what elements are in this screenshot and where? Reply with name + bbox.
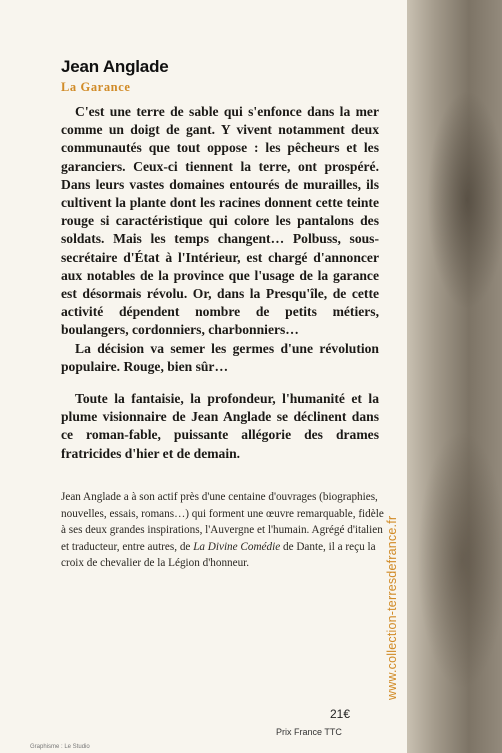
website-url: www.collection-terresdefrance.fr [385, 515, 399, 700]
photo-texture [417, 430, 502, 690]
book-title: La Garance [61, 80, 131, 94]
price: 21€ [330, 707, 351, 721]
bio-text-end: de Dante, il a reçu la croix de chevalier de la Légion d'honneur. [61, 540, 376, 569]
blurb-paragraph-1: C'est une terre de sable qui s'enfonce dans la mer comme un doigt de gant. Y vivent notamment deux communautés que tout oppose : les pêcheurs et les garanciers. Ceux-ci tiennent la terre, ont prospéré. Dans leurs vastes domaines entourés de murailles, ils cultivent la plante dont les racines donnent cette teinte rouge si caractéristique qui colore les pantalons des soldats. Mais les temps changent… Polbuss, sous-secrétaire d'État à l'Intérieur, est chargé d'annoncer aux notables de la province que l'usage de la garance est désormais révolu. Or, dans la Presqu'île, de cette activité dépendent nombre de petits métiers, boulangers, cordonniers, charbonniers… [61, 104, 379, 338]
cover-photo-edge [407, 0, 502, 753]
imprint: Graphisme : Le Studio [30, 744, 90, 750]
photo-texture [427, 90, 502, 310]
author-name: Jean Anglade [61, 57, 169, 76]
author-bio [61, 489, 389, 572]
price-label: Prix France TTC [276, 727, 342, 737]
blurb [61, 103, 379, 463]
bio-text-start: Jean Anglade a à son actif près d'une centaine d'ouvrages (biographies, nouvelles, essais, romans…) qui forment une œuvre remarquable, fidèle à ses deux grandes inspirations, l'Auvergne et l'humain. Agrégé d'italien et traducteur, entre autres, de [61, 491, 384, 553]
author-bio-text [61, 489, 389, 572]
blurb-paragraph-2: La décision va semer les germes d'une révolution populaire. Rouge, bien sûr… [61, 340, 379, 374]
bio-book-title: La Divine Comédie [193, 540, 281, 553]
blurb-paragraph-3: Toute la fantaisie, la profondeur, l'humanité et la plume visionnaire de Jean Anglade se déclinent dans ce roman-fable, puissante allégorie des drames fratricides d'hier et de demain. [61, 391, 379, 461]
